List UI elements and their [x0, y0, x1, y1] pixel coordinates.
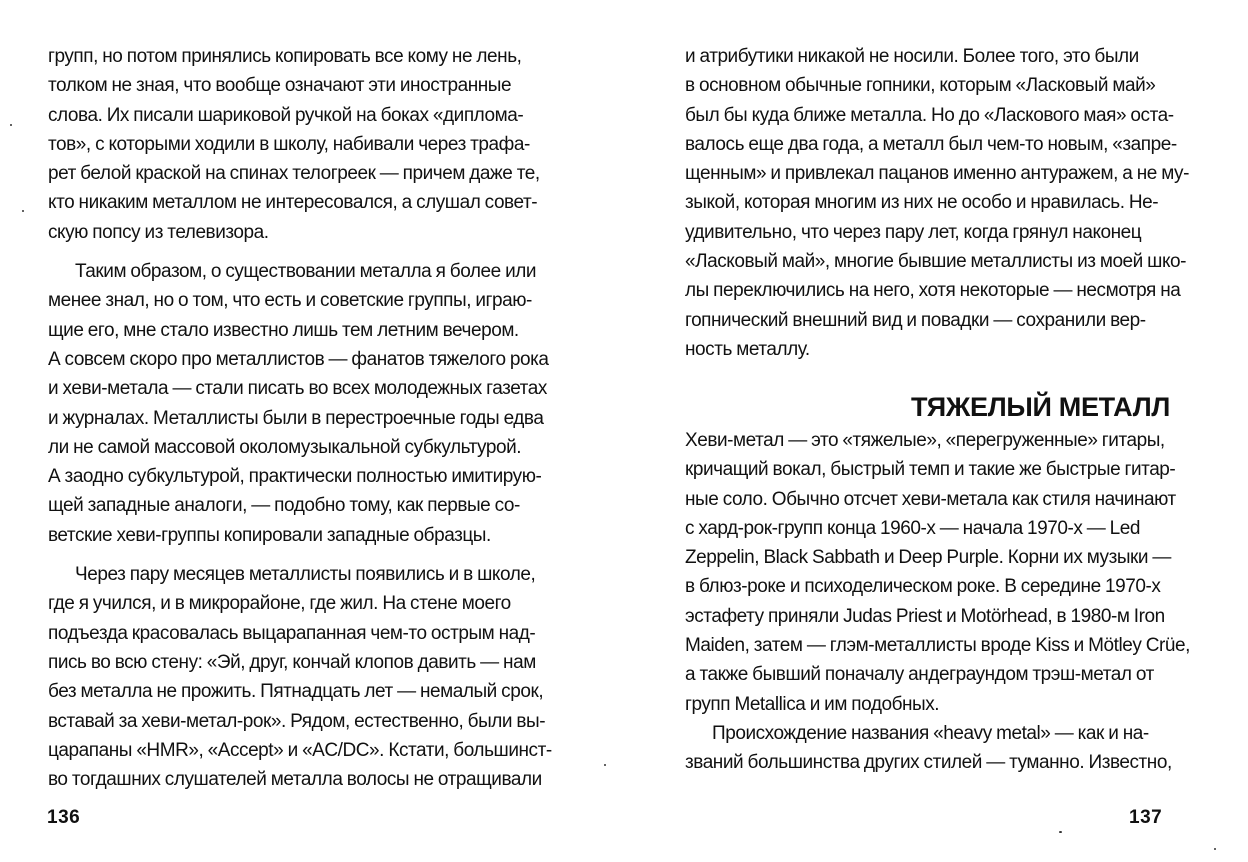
text-line: кто никаким металлом не интересовался, а слушал совет- [48, 192, 538, 214]
text-line: А заодно субкультурой, практически полностью имитирую- [48, 466, 542, 488]
right-page-text-bottom [685, 426, 1225, 778]
right-page-text-top [685, 42, 1225, 364]
text-line: толком не зная, что вообще означают эти иностранные [48, 75, 512, 97]
text-line: зыкой, которая многим из них не особо и нравилась. Не- [685, 192, 1159, 214]
text-line: эстафету приняли Judas Priest и Motörhead, в 1980-м Iron [685, 605, 1165, 627]
text-line: в основном обычные гопники, которым «Ласковый май» [685, 75, 1156, 97]
text-line: менее знал, но о том, что есть и советские группы, играю- [48, 290, 532, 312]
page-number-right: 137 [1129, 807, 1163, 828]
text-line: Maiden, затем — глэм-металлисты вроде Kiss и Mötley Crüe, [685, 635, 1190, 657]
text-line: скую попсу из телевизора. [48, 221, 269, 243]
text-line: кричащий вокал, быстрый темп и такие же быстрые гитар- [685, 459, 1176, 481]
text-line: пись во всю стену: «Эй, друг, кончай клопов давить — нам [48, 651, 536, 673]
text-line: слова. Их писали шариковой ручкой на боках «диплома- [48, 104, 524, 126]
section-heading: ТЯЖЕЛЫЙ МЕТАЛЛ [910, 392, 1170, 422]
text-line: щей западные аналоги, — подобно тому, как первые со- [48, 495, 520, 517]
left-page-text [48, 42, 588, 794]
text-line: «Ласковый май», многие бывшие металлисты из моей шко- [685, 251, 1187, 273]
text-line: гопнический внешний вид и повадки — сохранили вер- [685, 309, 1146, 331]
text-line: без металла не прожить. Пятнадцать лет — немалый срок, [48, 681, 544, 703]
text-line: удивительно, что через пару лет, когда грянул наконец [685, 221, 1142, 243]
text-line: вставай за хеви-метал-рок». Рядом, естественно, были вы- [48, 710, 546, 732]
page-number-left: 136 [47, 807, 81, 828]
text-line: щенным» и привлекал пацанов именно антуражем, а не му- [685, 163, 1189, 185]
text-line: ли не самой массовой околомузыкальной субкультурой. [48, 436, 522, 458]
text-line: А совсем скоро про металлистов — фанатов тяжелого рока [48, 348, 549, 370]
text-line: с хард-рок-групп конца 1960-х — начала 1970-х — Led [685, 517, 1140, 539]
text-line: царапаны «HMR», «Accept» и «AC/DC». Кстати, большинст- [48, 739, 552, 761]
text-line: Происхождение названия «heavy metal» — как и на- [712, 722, 1149, 744]
text-line: ность металлу. [685, 338, 810, 360]
text-line: был бы куда ближе металла. Но до «Ласкового мая» оста- [685, 104, 1174, 126]
text-line: Таким образом, о существовании металла я более или [75, 261, 537, 283]
text-line: во тогдашних слушателей металла волосы не отращивали [48, 769, 542, 791]
text-line: ные соло. Обычно отсчет хеви-метала как стиля начинают [685, 488, 1176, 510]
text-line: групп, но потом принялись копировать все кому не лень, [48, 46, 522, 67]
text-line: Хеви-метал — это «тяжелые», «перегруженные» гитары, [685, 430, 1165, 451]
text-line: и журналах. Металлисты были в перестроечные годы едва [48, 407, 544, 429]
text-line: групп Metallica и им подобных. [685, 693, 940, 715]
text-line: в блюз-роке и психоделическом роке. В середине 1970-х [685, 576, 1161, 598]
text-line: лы переключились на него, хотя некоторые — несмотря на [685, 280, 1181, 302]
text-line: Через пару месяцев металлисты появились и в школе, [75, 564, 536, 586]
text-line: рет белой краской на спинах телогреек — причем даже те, [48, 163, 540, 185]
right-page [624, 0, 1248, 862]
text-line: щие его, мне стало известно лишь тем летним вечером. [48, 319, 519, 341]
text-line: и хеви-метала — стали писать во всех молодежных газетах [48, 378, 547, 400]
text-line: званий большинства других стилей — туманно. Известно, [685, 752, 1172, 774]
text-line: Zeppelin, Black Sabbath и Deep Purple. Корни их музыки — [685, 547, 1171, 569]
text-line: валось еще два года, а металл был чем-то новым, «запре- [685, 133, 1177, 155]
text-line: подъезда красовалась выцарапанная чем-то острым над- [48, 622, 536, 644]
text-line: тов», с которыми ходили в школу, набивали через трафа- [48, 133, 530, 155]
text-line: где я учился, и в микрорайоне, где жил. На стене моего [48, 593, 511, 615]
text-line: а также бывший поначалу андеграундом трэш-метал от [685, 664, 1154, 686]
text-line: ветские хеви-группы копировали западные образцы. [48, 524, 491, 546]
text-line: и атрибутики никакой не носили. Более того, это были [685, 46, 1139, 67]
